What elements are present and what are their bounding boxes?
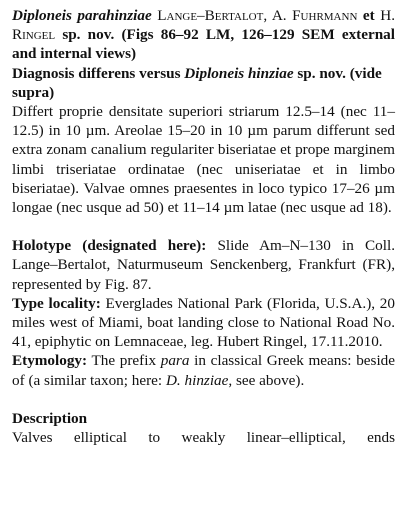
etymology-paragraph <box>12 351 395 389</box>
holotype-text: Slide Am–N–130 in Coll. Lange–Bertalot, Naturmuseum Senckenberg, Frankfurt (FR), represented by Fig. 87. <box>12 237 396 293</box>
diagnosis-body: Differt proprie densitate superiori striarum 12.5–14 (nec 11–12.5) in 10 µm. Areolae 15–20 in 10 µm parum differunt sed extra zonam canalium regulariter biseriatae et prope marginem limbi triseriatae ordinatae (nec uniseriatae et in limbo biseriatae). Valvae omnes praesentes in loco typico 17–26 µm longae (nec usque ad 50) et 11–14 µm latae (nec usque ad 18). <box>12 103 395 217</box>
etymology-label: Etymology: <box>12 352 88 370</box>
diagnosis-heading-taxon: Diploneis hinziae <box>184 64 294 82</box>
taxon-name: Diploneis parahinziae <box>12 7 152 24</box>
paper-page <box>12 6 395 447</box>
species-header <box>12 6 395 64</box>
diagnosis-heading <box>12 64 395 102</box>
paragraph-gap <box>12 217 395 236</box>
etymology-para: para <box>160 352 190 370</box>
authors-join: et <box>357 7 381 24</box>
paragraph-gap <box>12 390 395 409</box>
sp-nov-figures: sp. nov. (Figs 86–92 LM, 126–129 SEM external and internal views) <box>12 26 395 63</box>
etymology-text-3: , see above). <box>228 371 305 389</box>
etymology-text-2: in classical Greek means: beside of (a similar taxon; here: <box>12 352 395 389</box>
holotype-paragraph <box>12 236 395 294</box>
holotype-label: Holotype (designated here): <box>12 237 207 255</box>
diagnosis-heading-post: sp. nov. (vide supra) <box>12 64 382 101</box>
description-text: Valves elliptical to weakly linear–elliptical, ends <box>12 429 395 447</box>
etymology-text-1: The prefix <box>87 352 161 370</box>
type-locality-text: Everglades National Park (Florida, U.S.A.), 20 miles west of Miami, boat landing close to National Road No. 41, epiphytic on Lemnaceae, leg. Hubert Ringel, 17.11.2010. <box>12 294 395 351</box>
authors-second: H. Ringel <box>12 7 395 44</box>
diagnosis-heading-pre: Diagnosis differens versus <box>12 64 185 82</box>
description-heading-text: Description <box>12 409 88 427</box>
authors-first: Lange–Bertalot, A. Fuhrmann <box>157 7 358 24</box>
etymology-taxon: D. hinziae <box>165 371 229 389</box>
type-locality-paragraph <box>12 294 395 352</box>
description-heading <box>12 409 395 428</box>
type-locality-label: Type locality: <box>12 294 101 312</box>
